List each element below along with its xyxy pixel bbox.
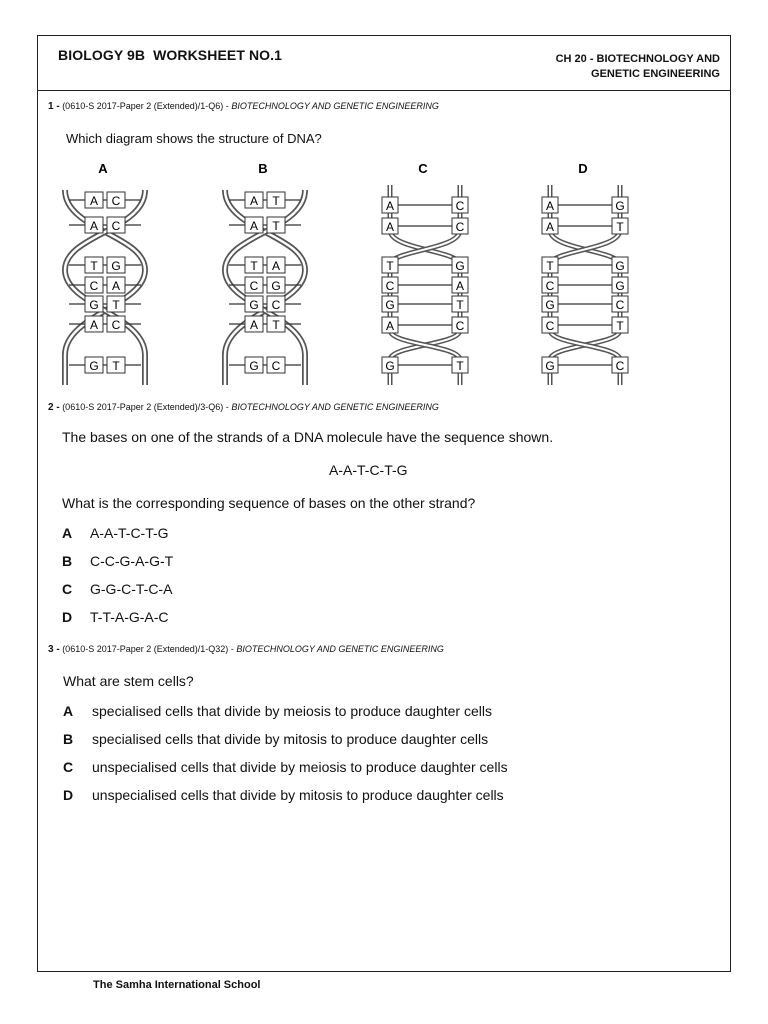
base-letter: T xyxy=(386,259,394,273)
option-text: unspecialised cells that divide by mitosis to produce daughter cells xyxy=(92,787,504,803)
dna-diagram xyxy=(542,161,628,385)
base-letter: A xyxy=(89,318,99,332)
base-letter: T xyxy=(90,259,98,273)
base-letter: A xyxy=(385,220,395,234)
question-3-text: What are stem cells? xyxy=(63,673,194,689)
option-letter: A xyxy=(63,703,74,719)
option-letter: C xyxy=(62,581,73,597)
school-name-footer: The Samha International School xyxy=(93,979,260,991)
base-letter: A xyxy=(271,259,281,273)
question-source: (0610-S 2017-Paper 2 (Extended)/1-Q32) xyxy=(62,644,229,654)
base-letter: C xyxy=(271,298,281,312)
question-source: (0610-S 2017-Paper 2 (Extended)/1-Q6) xyxy=(62,101,224,111)
helix-strand xyxy=(225,190,305,385)
base-letter: C xyxy=(615,359,625,373)
base-letter: T xyxy=(616,319,624,333)
question-number: 2 - xyxy=(48,402,60,413)
base-letter: G xyxy=(615,259,625,273)
base-letter: C xyxy=(249,279,259,293)
question-2-prompt: What is the corresponding sequence of bases on the other strand? xyxy=(62,495,476,511)
helix-strand xyxy=(65,190,145,385)
meta-dash: - xyxy=(230,644,234,654)
option-text: specialised cells that divide by meiosis to produce daughter cells xyxy=(92,703,492,719)
base-sequence: A-A-T-C-T-G xyxy=(329,462,408,478)
base-letter: C xyxy=(455,199,465,213)
base-letter: T xyxy=(546,259,554,273)
meta-dash: - xyxy=(225,101,229,111)
helix-strand-inner xyxy=(65,190,145,385)
base-letter: A xyxy=(249,219,259,233)
base-letter: G xyxy=(89,298,99,312)
base-letter: A xyxy=(249,318,259,332)
option-text: specialised cells that divide by mitosis to produce daughter cells xyxy=(92,731,489,747)
base-letter: A xyxy=(455,279,465,293)
option-text: A-A-T-C-T-G xyxy=(90,525,169,541)
base-letter: C xyxy=(545,279,555,293)
question-number: 3 - xyxy=(48,644,60,655)
option-letter: B xyxy=(62,553,73,569)
base-letter: G xyxy=(385,359,395,373)
header-divider xyxy=(37,90,731,91)
option-letter: D xyxy=(62,609,73,625)
helix-strand xyxy=(225,190,305,385)
dna-diagram xyxy=(225,161,305,385)
base-letter: C xyxy=(271,359,281,373)
base-letter: G xyxy=(615,279,625,293)
option-text: G-G-C-T-C-A xyxy=(90,581,173,597)
base-letter: G xyxy=(385,298,395,312)
dna-diagram xyxy=(65,161,145,385)
base-letter: G xyxy=(249,359,259,373)
base-letter: A xyxy=(545,199,555,213)
base-letter: T xyxy=(272,318,280,332)
chapter-line-1: CH 20 - BIOTECHNOLOGY AND xyxy=(555,53,720,65)
helix-strand xyxy=(65,190,145,385)
helix-strand-inner xyxy=(65,190,145,385)
base-letter: G xyxy=(249,298,259,312)
question-1-meta xyxy=(48,101,439,112)
base-letter: C xyxy=(111,318,121,332)
base-letter: A xyxy=(385,199,395,213)
question-source: (0610-S 2017-Paper 2 (Extended)/3-Q6) xyxy=(62,402,224,412)
base-letter: A xyxy=(89,194,99,208)
option-text: T-T-A-G-A-C xyxy=(90,609,169,625)
base-letter: T xyxy=(272,194,280,208)
helix-strand-inner xyxy=(225,190,305,385)
base-letter: C xyxy=(455,220,465,234)
base-letter: A xyxy=(89,219,99,233)
base-letter: G xyxy=(111,259,121,273)
diagram-label: D xyxy=(578,161,588,176)
base-letter: G xyxy=(545,298,555,312)
option-text: C-C-G-A-G-T xyxy=(90,553,174,569)
helix-strand-inner xyxy=(225,190,305,385)
question-2-text: The bases on one of the strands of a DNA molecule have the sequence shown. xyxy=(62,429,554,445)
base-letter: T xyxy=(616,220,624,234)
base-letter: C xyxy=(89,279,99,293)
base-letter: C xyxy=(111,194,121,208)
meta-dash: - xyxy=(225,402,229,412)
base-letter: A xyxy=(249,194,259,208)
question-1-text: Which diagram shows the structure of DNA? xyxy=(66,131,322,146)
question-2-meta xyxy=(48,402,439,413)
base-letter: T xyxy=(250,259,258,273)
option-text: unspecialised cells that divide by meiosis to produce daughter cells xyxy=(92,759,508,775)
dna-diagram xyxy=(382,161,468,385)
base-letter: G xyxy=(271,279,281,293)
option-letter: D xyxy=(63,787,74,803)
diagram-label: B xyxy=(258,161,268,176)
question-topic: BIOTECHNOLOGY AND GENETIC ENGINEERING xyxy=(236,644,444,654)
worksheet-title: BIOLOGY 9B WORKSHEET NO.1 xyxy=(58,47,283,63)
base-letter: G xyxy=(545,359,555,373)
base-letter: G xyxy=(615,199,625,213)
base-letter: C xyxy=(455,319,465,333)
base-letter: A xyxy=(111,279,121,293)
question-3-meta xyxy=(48,644,444,655)
question-topic: BIOTECHNOLOGY AND GENETIC ENGINEERING xyxy=(231,402,439,412)
question-number: 1 - xyxy=(48,101,60,112)
base-letter: C xyxy=(545,319,555,333)
base-letter: G xyxy=(89,359,99,373)
base-letter: C xyxy=(385,279,395,293)
base-letter: C xyxy=(615,298,625,312)
option-letter: C xyxy=(63,759,74,775)
base-letter: A xyxy=(545,220,555,234)
option-letter: A xyxy=(62,525,73,541)
chapter-heading xyxy=(556,52,720,82)
base-letter: T xyxy=(456,298,464,312)
base-letter: T xyxy=(112,298,120,312)
base-letter: G xyxy=(455,259,465,273)
question-topic: BIOTECHNOLOGY AND GENETIC ENGINEERING xyxy=(231,101,439,111)
diagram-label: A xyxy=(98,161,108,176)
dna-diagrams-figure xyxy=(55,155,655,385)
base-letter: C xyxy=(111,219,121,233)
base-letter: T xyxy=(456,359,464,373)
base-letter: T xyxy=(272,219,280,233)
base-letter: A xyxy=(385,319,395,333)
diagram-label: C xyxy=(418,161,428,176)
base-letter: T xyxy=(112,359,120,373)
option-letter: B xyxy=(63,731,74,747)
chapter-line-2: GENETIC ENGINEERING xyxy=(591,68,720,80)
